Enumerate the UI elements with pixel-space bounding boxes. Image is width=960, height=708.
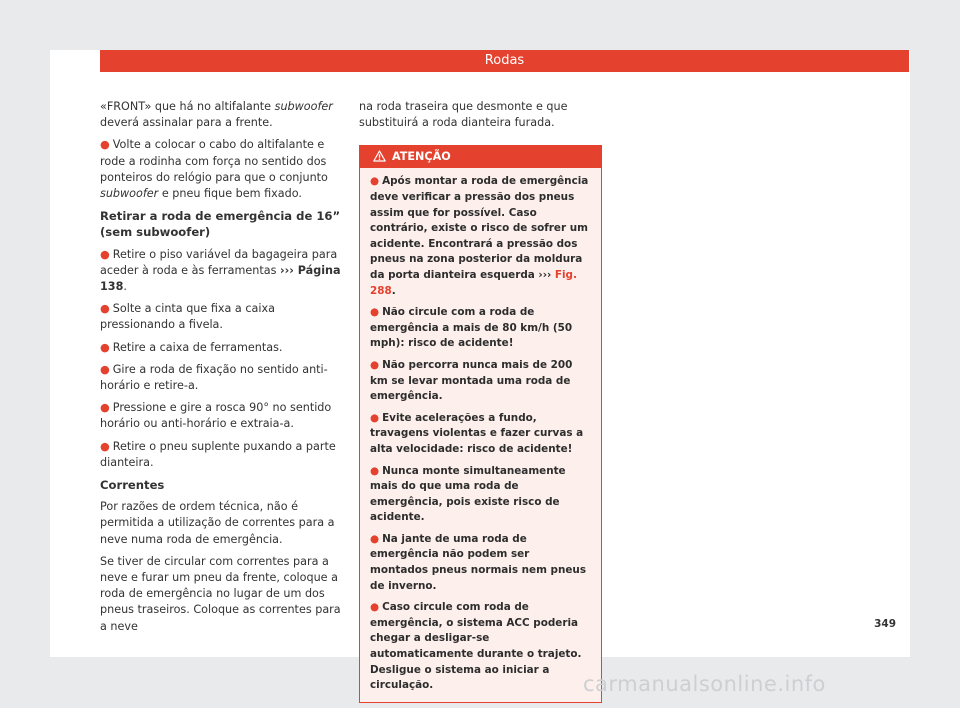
list-item: ● Retire a caixa de ferramentas. — [100, 340, 283, 354]
paragraph: na roda traseira que desmonte e que substituirá a roda dianteira furada. — [359, 100, 568, 130]
warning-item: ● Caso circule com roda de emergência, o sistema ACC poderia chegar a desligar-se automaticamente durante o trajeto. Desligue o sistema ao iniciar a circulação. — [370, 601, 582, 692]
right-column — [359, 99, 602, 703]
warning-item: ● Evite acelerações a fundo, travagens violentas e fazer curvas a alta velocidade: risco de acidente! — [370, 411, 584, 455]
warning-title: ATENÇÃO — [392, 150, 451, 164]
bullet-icon: ● — [100, 302, 110, 316]
bullet-icon: ● — [100, 138, 110, 152]
warning-triangle-icon — [373, 150, 386, 162]
paragraph: Por razões de ordem técnica, não é permitida a utilização de correntes para a neve numa roda de emergência. — [100, 500, 335, 546]
bullet-icon: ● — [370, 601, 380, 614]
warning-item: ● Não percorra nunca mais de 200 km se levar montada uma roda de emergência. — [370, 358, 573, 403]
warning-item: ● Não circule com a roda de emergência a mais de 80 km/h (50 mph): risco de acidente! — [370, 306, 573, 350]
figure-reference-link[interactable]: Fig. 288 — [370, 268, 577, 297]
warning-header — [360, 146, 601, 168]
left-column — [100, 99, 342, 641]
section-heading: Retirar a roda de emergência de 16” (sem subwoofer) — [100, 209, 341, 240]
page-reference-link[interactable]: ››› Página 138 — [100, 263, 341, 294]
warning-item: ● Nunca monte simultaneamente mais do que uma roda de emergência, pois existe risco de acidente. — [370, 464, 566, 524]
bullet-icon: ● — [100, 340, 110, 354]
bullet-icon: ● — [370, 464, 380, 477]
bullet-icon: ● — [370, 532, 380, 545]
warning-item: ● Após montar a roda de emergência deve verificar a pressão dos pneus assim que for possível. Caso contrário, existe o risco de sofrer um acidente. Encontrará a pressão dos pneus na zona posterior da moldura da porta dianteira esquerda ››› Fig. 288. — [370, 175, 589, 297]
list-item: ● Retire o pneu suplente puxando a parte dianteira. — [100, 439, 336, 469]
bullet-icon: ● — [370, 411, 380, 424]
list-item: ● Retire o piso variável da bagageira para aceder à roda e às ferramentas ››› Página 138. — [100, 247, 341, 294]
paragraph: «FRONT» que há no altifalante subwoofer deverá assinalar para a frente. — [100, 100, 333, 130]
list-item: ● Gire a roda de fixação no sentido anti-horário e retire-a. — [100, 362, 328, 393]
paragraph: Se tiver de circular com correntes para a neve e furar um pneu da frente, coloque a roda de emergência no lugar de um dos pneus traseiros. Coloque as correntes para a neve — [100, 554, 341, 633]
bullet-icon: ● — [370, 358, 380, 371]
section-heading: Correntes — [100, 478, 165, 493]
bullet-icon: ● — [370, 306, 380, 319]
watermark: carmanualsonline.info — [583, 672, 826, 696]
section-header: Rodas — [100, 50, 909, 72]
warning-box — [359, 145, 602, 702]
page-number: 349 — [874, 618, 896, 630]
warning-body — [360, 168, 601, 701]
bullet-icon: ● — [100, 247, 110, 261]
warning-item: ● Na jante de uma roda de emergência não podem ser montados pneus normais nem pneus de inverno. — [370, 532, 587, 592]
list-item: ● Pressione e gire a rosca 90° no sentido horário ou anti-horário e extraia-a. — [100, 401, 332, 431]
list-item: ● Volte a colocar o cabo do altifalante e rode a rodinha com força no sentido dos ponteiros do relógio para que o conjunto subwoofer e pneu fique bem fixado. — [100, 138, 328, 201]
bullet-icon: ● — [100, 401, 110, 415]
bullet-icon: ● — [100, 439, 110, 453]
bullet-icon: ● — [370, 175, 380, 188]
bullet-icon: ● — [100, 362, 110, 376]
list-item: ● Solte a cinta que fixa a caixa pressionando a fivela. — [100, 302, 275, 332]
